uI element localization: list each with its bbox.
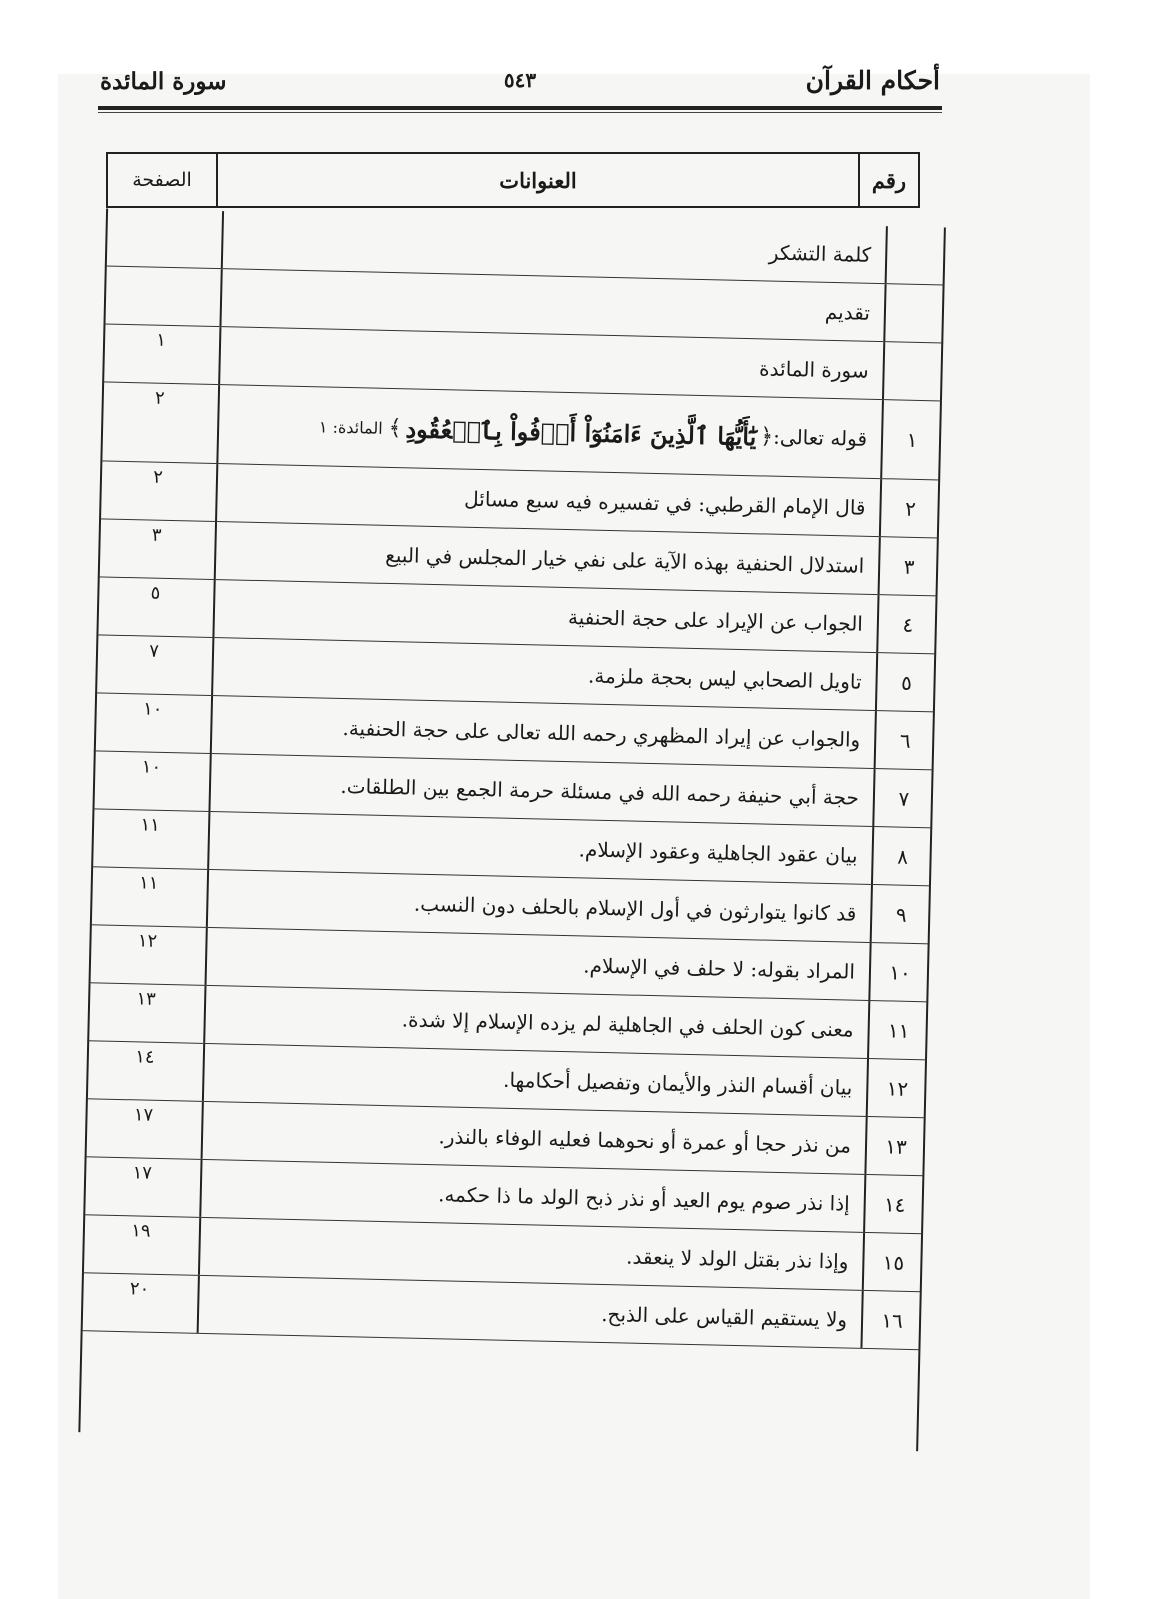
row-page: ١٤ bbox=[86, 1041, 205, 1101]
row-page: ١٧ bbox=[85, 1099, 204, 1159]
running-header bbox=[100, 66, 940, 106]
row-number: ١٦ bbox=[860, 1291, 921, 1349]
row-page: ١٠ bbox=[94, 693, 213, 753]
row-page: ١٠ bbox=[92, 751, 211, 811]
row-title: قال الإمام القرطبي: في تفسيره فيه سبع مسائل bbox=[463, 486, 866, 520]
row-page: ١٢ bbox=[89, 925, 208, 985]
surah-name: سورة المائدة bbox=[100, 68, 227, 95]
ornate-bracket-close: ﴾ bbox=[388, 415, 402, 441]
contents-table bbox=[78, 208, 946, 1451]
row-number: ٤ bbox=[876, 595, 937, 653]
header-rule-thin bbox=[98, 112, 942, 113]
row-number: ٢ bbox=[879, 479, 940, 537]
row-number: ١١ bbox=[867, 1001, 928, 1059]
row-number: ١٣ bbox=[864, 1117, 925, 1175]
row-title: المراد بقوله: لا حلف في الإسلام. bbox=[582, 952, 856, 984]
row-number bbox=[885, 226, 946, 284]
row-title: قد كانوا يتوارثون في أول الإسلام بالحلف دون النسب. bbox=[413, 891, 857, 926]
row-number: ٣ bbox=[878, 537, 939, 595]
row-title: سورة المائدة bbox=[758, 355, 869, 383]
row-title: الجواب عن الإيراد على حجة الحنفية bbox=[567, 604, 864, 636]
row-title-prefix: قوله تعالى: bbox=[772, 424, 868, 451]
row-title: وإذا نذر بقتل الولد لا ينعقد. bbox=[625, 1244, 849, 1274]
row-number: ٥ bbox=[875, 653, 936, 711]
row-page: ١٧ bbox=[83, 1157, 202, 1217]
row-title: كلمة التشكر bbox=[768, 240, 872, 267]
row-title: بيان عقود الجاهلية وعقود الإسلام. bbox=[578, 836, 858, 868]
ornate-bracket-open: ﴿ bbox=[760, 423, 774, 450]
row-title: معنى كون الحلف في الجاهلية لم يزده الإسلام إلا شدة. bbox=[401, 1006, 854, 1042]
row-page: ٣ bbox=[98, 519, 217, 579]
row-page: ١٩ bbox=[82, 1215, 201, 1275]
row-page: ١١ bbox=[91, 809, 210, 869]
table-header bbox=[106, 152, 920, 208]
row-page: ٢٠ bbox=[81, 1273, 200, 1333]
row-number: ٧ bbox=[872, 769, 933, 827]
row-number: ١٥ bbox=[862, 1233, 923, 1291]
row-page: ١٣ bbox=[87, 983, 206, 1043]
row-page: ١١ bbox=[90, 867, 209, 927]
row-page: ٢ bbox=[100, 382, 220, 463]
row-page: ٥ bbox=[96, 577, 215, 637]
column-header-page: الصفحة bbox=[132, 169, 192, 191]
quran-verse: يَٰٓأَيُّهَا ٱلَّذِينَ ءَامَنُوٓاْ أَوۡفُواْ بِٱلۡعُقُودِ bbox=[405, 413, 757, 451]
row-number: ١٤ bbox=[863, 1175, 924, 1233]
row-number: ٩ bbox=[870, 885, 931, 943]
row-title-quran bbox=[232, 385, 868, 477]
book-title: أحكام القرآن bbox=[805, 66, 940, 95]
row-title: والجواب عن إيراد المظهري رحمه الله تعالى على حجة الحنفية. bbox=[342, 715, 861, 752]
row-number bbox=[883, 284, 944, 342]
row-page bbox=[103, 266, 222, 326]
row-number: ٨ bbox=[871, 827, 932, 885]
verse-reference: المائدة: ١ bbox=[318, 416, 383, 438]
row-page: ٢ bbox=[99, 461, 218, 521]
row-title: إذا نذر صوم يوم العيد أو نذر ذبح الولد ما ذا حكمه. bbox=[437, 1181, 851, 1216]
row-title: بيان أقسام النذر والأيمان وتفصيل أحكامها. bbox=[502, 1067, 853, 1100]
row-title: ولا يستقيم القياس على الذبح. bbox=[600, 1301, 848, 1332]
row-page: ١ bbox=[102, 324, 221, 384]
row-number: ١٢ bbox=[866, 1059, 927, 1117]
row-number: ٦ bbox=[874, 711, 935, 769]
header-rule-thick bbox=[98, 106, 942, 110]
row-number: ١٠ bbox=[868, 943, 929, 1001]
row-title: من نذر حجا أو عمرة أو نحوهما فعليه الوفاء بالنذر. bbox=[438, 1123, 852, 1158]
column-header-number: رقم bbox=[858, 154, 918, 206]
row-title: تقديم bbox=[824, 299, 871, 325]
row-title: تاويل الصحابي ليس بحجة ملزمة. bbox=[587, 663, 862, 694]
row-number: ١ bbox=[880, 400, 942, 479]
row-title: استدلال الحنفية بهذه الآية على نفي خيار المجلس في البيع bbox=[384, 542, 865, 578]
row-number bbox=[882, 342, 943, 400]
row-title: حجة أبي حنيفة رحمه الله في مسئلة حرمة الجمع بين الطلقات. bbox=[340, 773, 860, 810]
column-header-titles: العنوانات bbox=[216, 154, 858, 206]
page-number: ٥٤٣ bbox=[503, 68, 537, 92]
row-page: ٧ bbox=[95, 635, 214, 695]
row-page bbox=[105, 208, 224, 268]
